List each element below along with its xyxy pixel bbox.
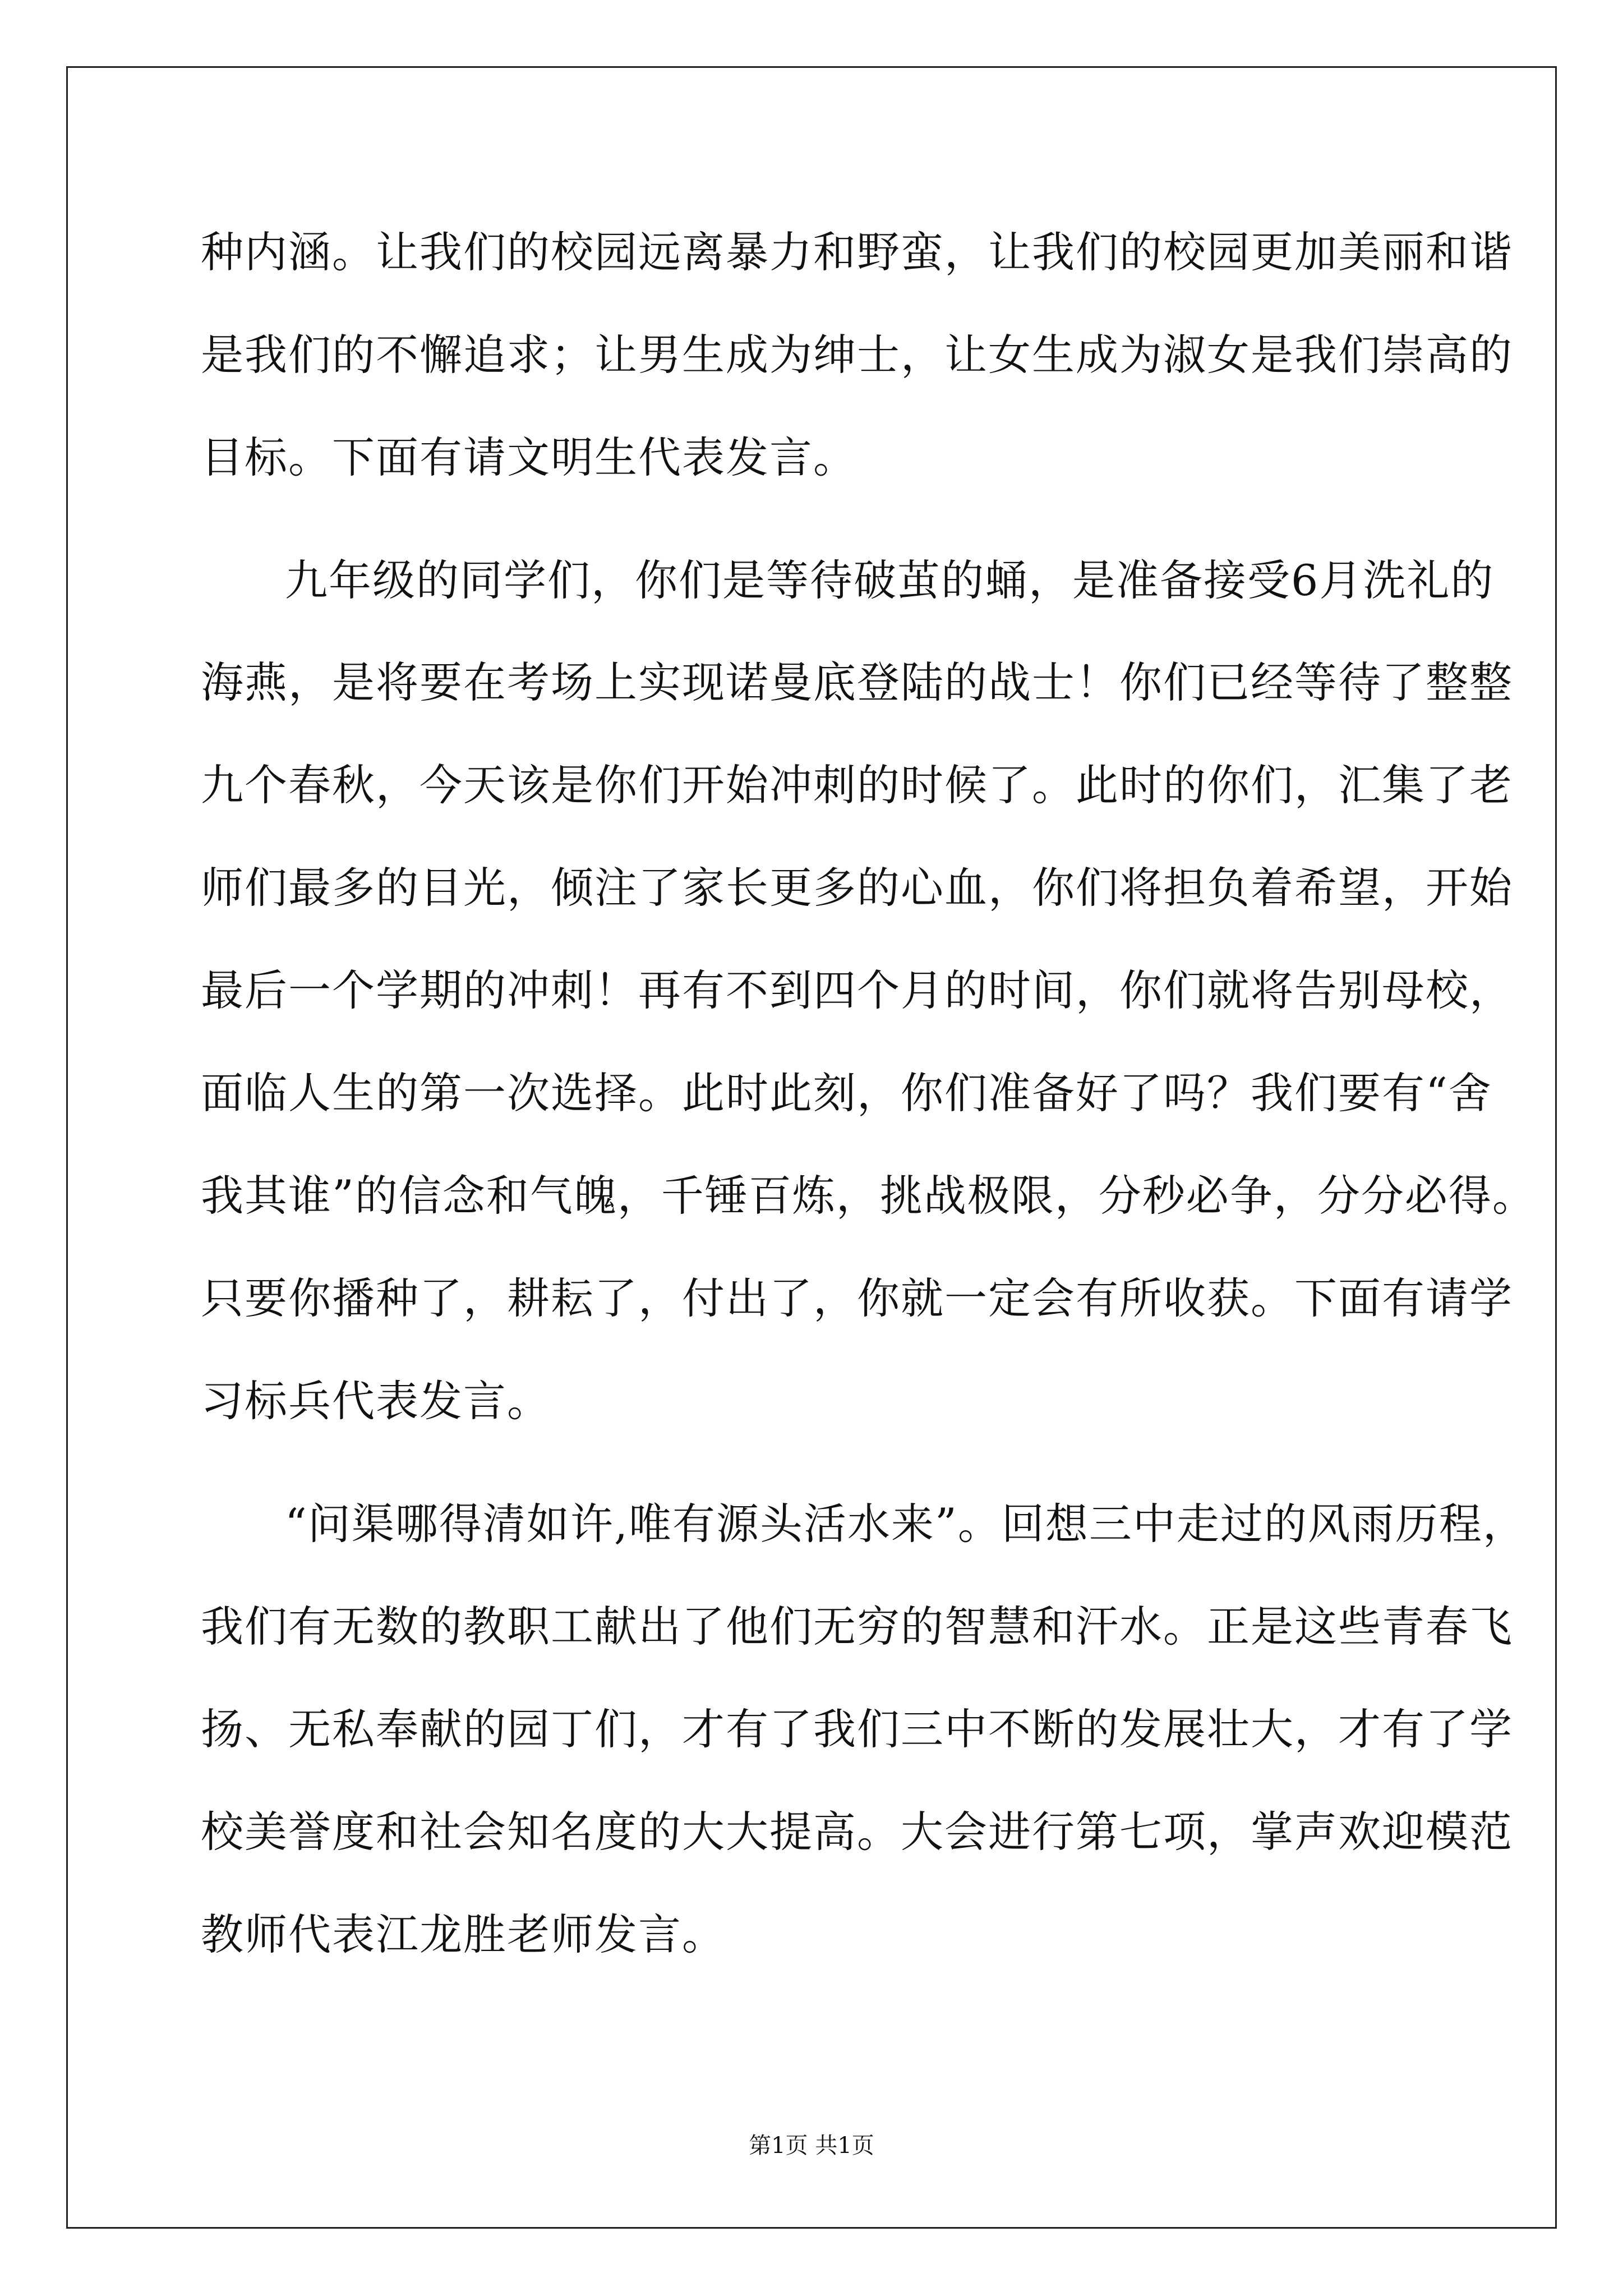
text-line: 面临人生的第一次选择。此时此刻，你们准备好了吗？我们要有“舍 <box>201 1068 1492 1118</box>
text-line: 校美誉度和社会知名度的大大提高。大会进行第七项，掌声欢迎模范 <box>201 1807 1513 1857</box>
text-line: 扬、无私奉献的园丁们，才有了我们三中不断的发展壮大，才有了学 <box>201 1704 1513 1754</box>
text-line: 师们最多的目光，倾注了家长更多的心血，你们将担负着希望，开始 <box>201 863 1513 913</box>
text-line: 种内涵。让我们的校园远离暴力和野蛮，让我们的校园更加美丽和谐 <box>201 227 1513 277</box>
text-line: 九个春秋，今天该是你们开始冲刺的时候了。此时的你们，汇集了老 <box>201 760 1513 810</box>
text-line: 海燕，是将要在考场上实现诺曼底登陆的战士！你们已经等待了整整 <box>201 657 1513 707</box>
paragraph-start-line: “问渠哪得清如许,唯有源头活水来”。回想三中走过的风雨历程， <box>285 1499 1527 1549</box>
page-number-footer: 第1页 共1页 <box>749 2133 874 2159</box>
text-line: 只要你播种了，耕耘了，付出了，你就一定会有所收获。下面有请学 <box>201 1273 1513 1323</box>
paragraph-start-line: 九年级的同学们，你们是等待破茧的蛹，是准备接受6月洗礼的 <box>285 555 1495 605</box>
text-line: 目标。下面有请文明生代表发言。 <box>201 432 857 482</box>
text-line: 习标兵代表发言。 <box>201 1376 551 1426</box>
text-line: 最后一个学期的冲刺！再有不到四个月的时间，你们就将告别母校， <box>201 965 1513 1015</box>
text-line: 我们有无数的教职工献出了他们无穷的智慧和汗水。正是这些青春飞 <box>201 1602 1513 1651</box>
text-line: 我其谁”的信念和气魄，千锤百炼，挑战极限，分秒必争，分分必得。 <box>201 1171 1536 1221</box>
text-line: 是我们的不懈追求；让男生成为绅士，让女生成为淑女是我们崇高的 <box>201 330 1513 380</box>
text-line: 教师代表江龙胜老师发言。 <box>201 1910 726 1959</box>
